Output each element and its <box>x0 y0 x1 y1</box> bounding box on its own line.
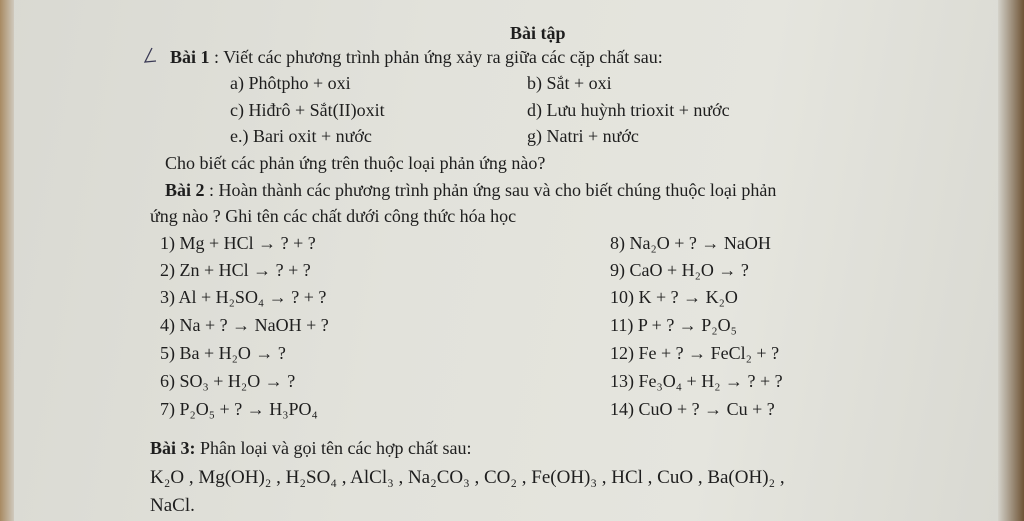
equation-11: 11) P + ? → P₂O₅ <box>610 315 737 335</box>
equation-13: 13) Fe₃O₄ + H₂ → ? + ? <box>610 371 783 391</box>
equation-10: 10) K + ? → K₂O <box>610 287 738 307</box>
equation-9: 9) CaO + H₂O → ? <box>610 260 749 280</box>
bai3-line <box>150 437 471 459</box>
pen-check-mark <box>140 46 160 66</box>
bai1-pair-d: d) Lưu huỳnh trioxit + nước <box>527 100 730 120</box>
bai3-compounds-line2: NaCl. <box>150 495 195 516</box>
desk-edge-right <box>998 0 1024 521</box>
equation-2: 2) Zn + HCl → ? + ? <box>160 260 311 280</box>
bai1-heading: Bài 1 <box>170 47 210 67</box>
bai1-pair-a: a) Phôtpho + oxi <box>230 73 351 93</box>
equation-6: 6) SO₃ + H₂O → ? <box>160 371 296 391</box>
bai1-line <box>170 46 663 68</box>
bai1-pair-c: c) Hiđrô + Sắt(II)oxit <box>230 100 385 120</box>
equation-12: 12) Fe + ? → FeCl₂ + ? <box>610 343 780 363</box>
bai3-text: Phân loại và gọi tên các hợp chất sau: <box>195 438 472 458</box>
bai1-text: : Viết các phương trình phản ứng xảy ra giữa các cặp chất sau: <box>209 47 663 67</box>
bai1-pair-b: b) Sắt + oxi <box>527 73 612 93</box>
bai2-text-line1: : Hoàn thành các phương trình phản ứng sau và cho biết chúng thuộc loại phản <box>204 180 777 200</box>
equation-8: 8) Na₂O + ? → NaOH <box>610 233 771 253</box>
bai2-text-line2: ứng nào ? Ghi tên các chất dưới công thức hóa học <box>150 206 517 226</box>
equation-7: 7) P₂O₅ + ? → H₃PO₄ <box>160 399 318 419</box>
page-title: Bài tập <box>510 23 566 43</box>
equation-3: 3) Al + H₂SO₄ → ? + ? <box>160 287 327 307</box>
bai3-compounds-line1: K₂O , Mg(OH)₂ , H₂SO₄ , AlCl₃ , Na₂CO₃ , CO₂ , Fe(OH)₃ , HCl , CuO , Ba(OH)₂ , <box>150 467 785 488</box>
equation-5: 5) Ba + H₂O → ? <box>160 343 286 363</box>
bai2-line1 <box>165 179 776 201</box>
bai2-heading: Bài 2 <box>165 180 205 200</box>
equation-14: 14) CuO + ? → Cu + ? <box>610 399 775 419</box>
bai3-heading: Bài 3: <box>150 438 196 458</box>
bai1-pair-g: g) Natri + nước <box>527 126 639 146</box>
desk-edge-left <box>0 0 14 521</box>
bai1-question: Cho biết các phản ứng trên thuộc loại phản ứng nào? <box>165 153 546 173</box>
equation-4: 4) Na + ? → NaOH + ? <box>160 315 329 335</box>
bai1-pair-e: e.) Bari oxit + nước <box>230 126 372 146</box>
equation-1: 1) Mg + HCl → ? + ? <box>160 233 316 253</box>
